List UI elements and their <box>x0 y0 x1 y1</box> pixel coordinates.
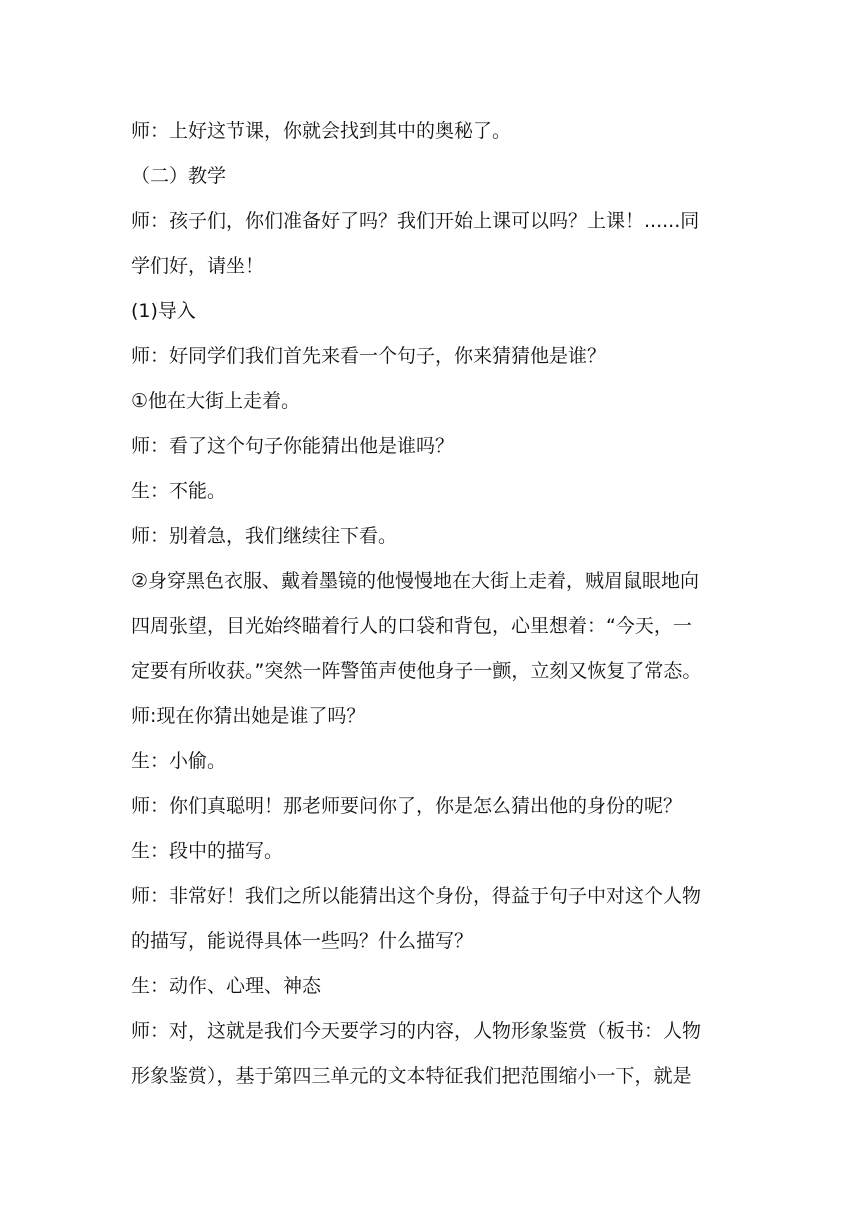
text-line-12: 四周张望，目光始终瞄着行人的口袋和背包，心里想着：“今天，一 <box>131 615 692 637</box>
text-line-6: 师：好同学们我们首先来看一个句子，你来猜猜他是谁？ <box>131 345 607 367</box>
text-line-21: 师：对，这就是我们今天要学习的内容，人物形象鉴赏（板书：人物 <box>131 1020 702 1042</box>
example-sentence-1: ①他在大街上走着。 <box>131 390 301 412</box>
text-line-15: 生：小偷。 <box>131 750 227 772</box>
text-line-3: 师：孩子们，你们准备好了吗？我们开始上课可以吗？上课！......同 <box>131 210 700 232</box>
text-line-18: 师：非常好！我们之所以能猜出这个身份，得益于句子中对这个人物 <box>131 885 702 907</box>
text-line-13: 定要有所收获。”突然一阵警笛声使他身子一颤，立刻又恢复了常态。 <box>131 660 702 682</box>
text-line-10: 师：别着急，我们继续往下看。 <box>131 525 398 547</box>
text-line-22: 形象鉴赏），基于第四三单元的文本特征我们把范围缩小一下，就是 <box>131 1065 692 1087</box>
text-line-20: 生：动作、心理、神态 <box>131 975 322 997</box>
text-line-19: 的描写，能说得具体一些吗？什么描写？ <box>131 930 474 952</box>
text-line-4: 学们好，请坐！ <box>131 255 265 277</box>
text-line-8: 师：看了这个句子你能猜出他是谁吗？ <box>131 435 455 457</box>
document-body <box>131 109 735 1099</box>
example-sentence-2: ②身穿黑色衣服、戴着墨镜的他慢慢地在大街上走着，贼眉鼠眼地向 <box>131 570 700 592</box>
subheading-intro: (1)导入 <box>131 300 196 322</box>
text-line-16: 师：你们真聪明！那老师要问你了，你是怎么猜出他的身份的呢？ <box>131 795 683 817</box>
section-heading-teaching: （二）教学 <box>131 165 227 187</box>
text-line-1: 师：上好这节课，你就会找到其中的奥秘了。 <box>131 120 512 142</box>
text-line-14: 师:现在你猜出她是谁了吗？ <box>131 705 366 727</box>
text-line-17: 生：段中的描写。 <box>131 840 284 862</box>
text-line-9: 生：不能。 <box>131 480 227 502</box>
